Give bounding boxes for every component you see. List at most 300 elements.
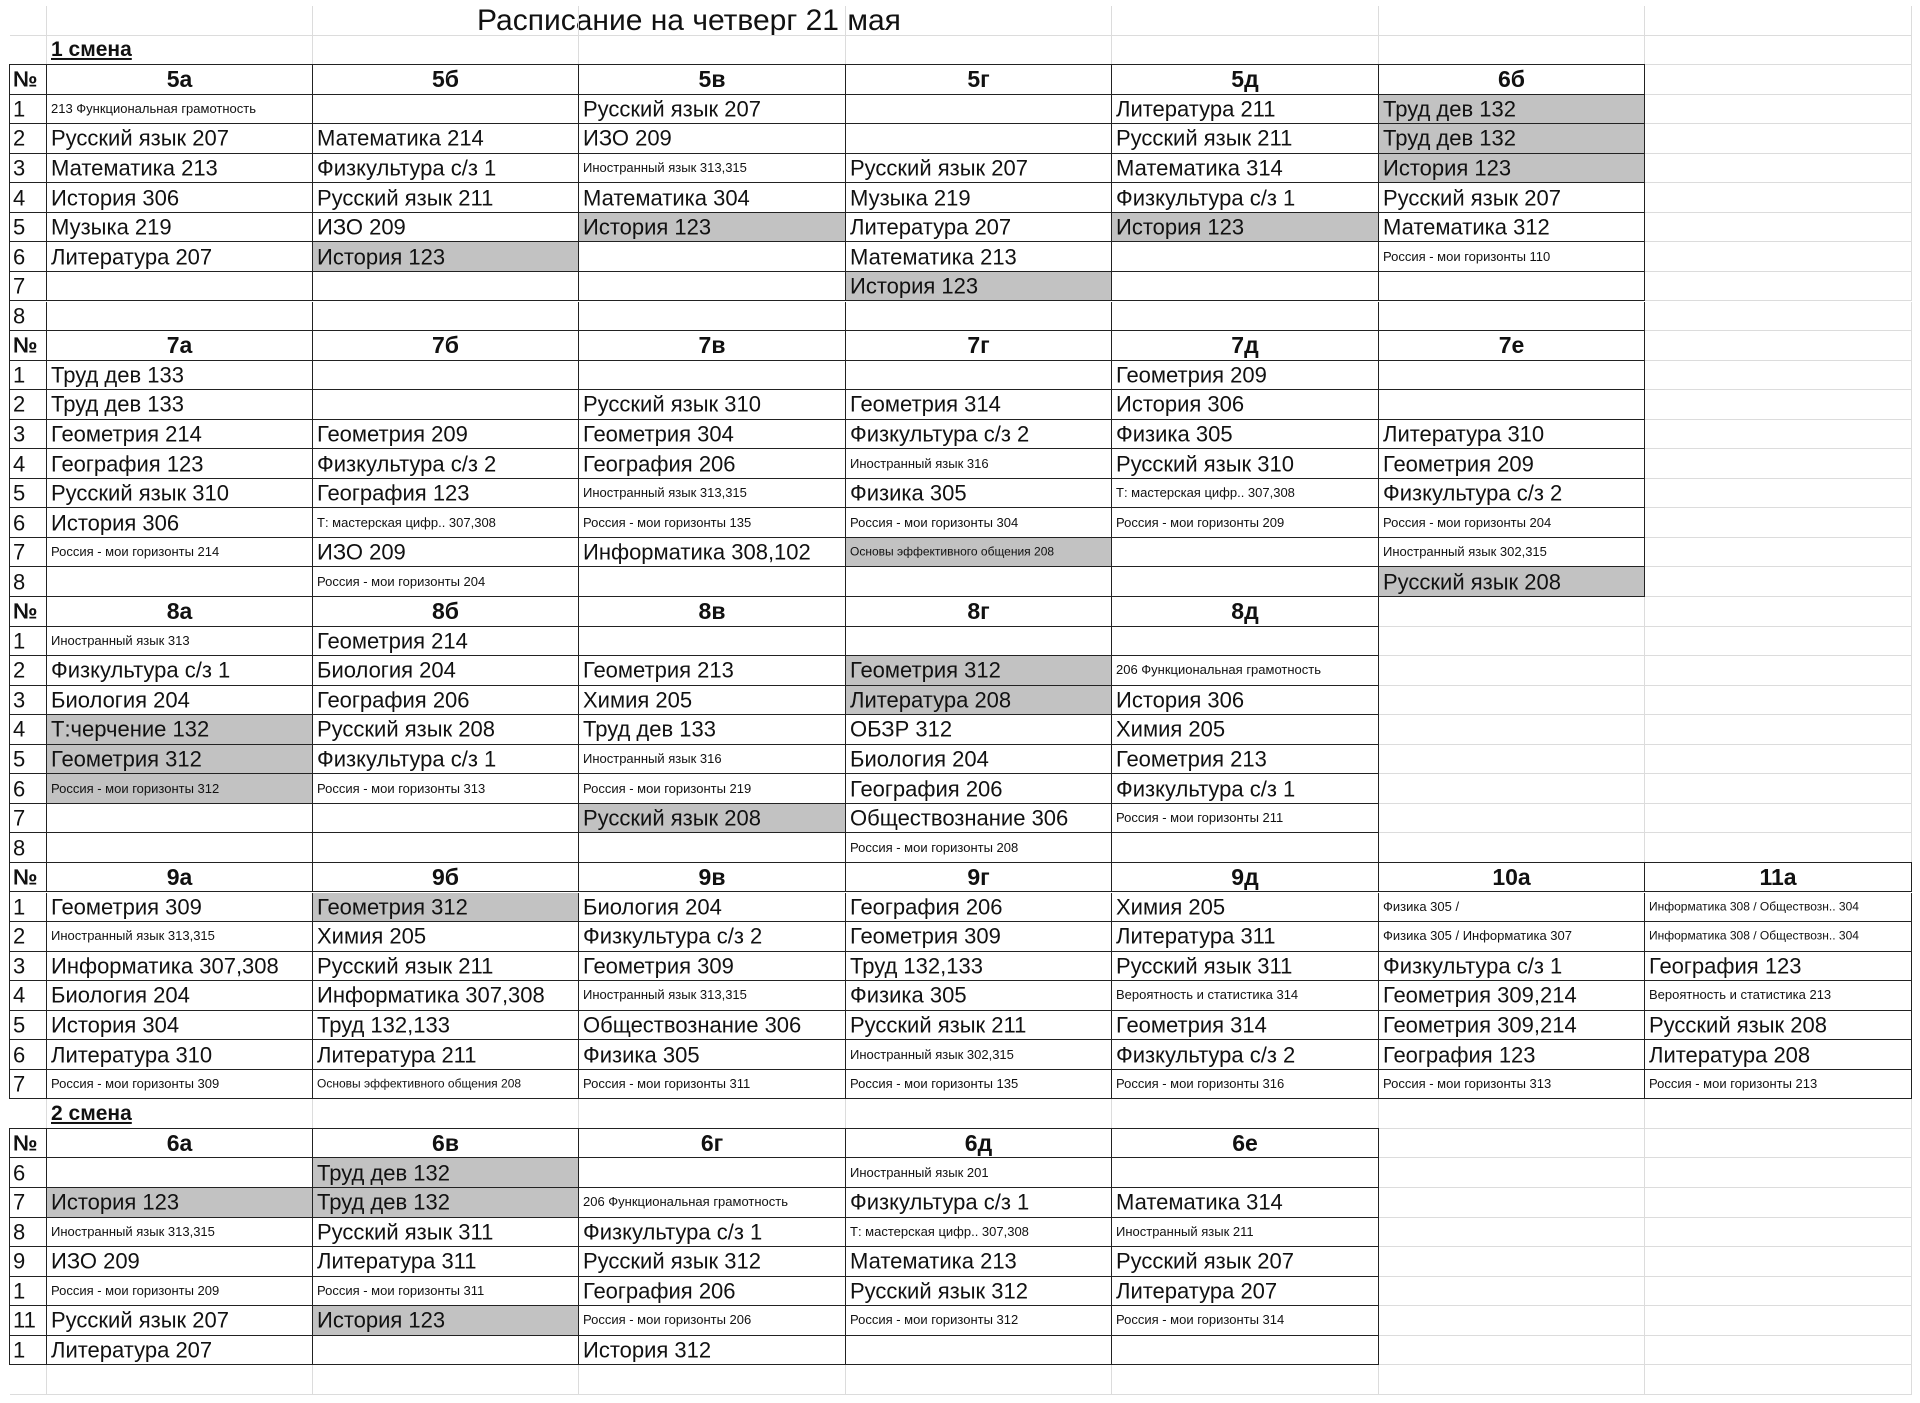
lesson-cell[interactable] [313, 774, 579, 804]
lesson-cell[interactable] [47, 1247, 313, 1277]
lesson-cell[interactable] [579, 538, 846, 568]
sheet-cell[interactable] [846, 1099, 1112, 1129]
lesson-cell[interactable] [47, 124, 313, 154]
lesson-cell[interactable] [1112, 1011, 1379, 1041]
lesson-cell[interactable] [579, 981, 846, 1011]
lesson-cell[interactable] [1112, 95, 1379, 125]
lesson-cell[interactable] [579, 183, 846, 213]
sheet-cell[interactable] [1645, 242, 1912, 272]
lesson-cell[interactable] [1112, 1040, 1379, 1070]
lesson-cell[interactable] [47, 1188, 313, 1218]
lesson-cell[interactable] [47, 745, 313, 775]
sheet-cell[interactable] [1645, 686, 1912, 716]
sheet-cell[interactable] [1112, 6, 1379, 36]
lesson-cell[interactable] [1112, 154, 1379, 184]
lesson-cell[interactable] [579, 508, 846, 538]
lesson-cell[interactable] [47, 1336, 313, 1366]
lesson-cell[interactable] [1645, 1011, 1912, 1041]
lesson-cell[interactable] [313, 1011, 579, 1041]
lesson-cell[interactable] [47, 302, 313, 332]
sheet-cell[interactable] [1379, 1129, 1645, 1159]
lesson-cell[interactable] [846, 479, 1112, 509]
sheet-cell[interactable] [1645, 745, 1912, 775]
lesson-cell[interactable] [1379, 390, 1645, 420]
lesson-cell[interactable] [846, 302, 1112, 332]
lesson-cell[interactable] [846, 1336, 1112, 1366]
lesson-cell[interactable] [1112, 242, 1379, 272]
lesson-cell[interactable] [1379, 1070, 1645, 1100]
lesson-cell[interactable] [1645, 922, 1912, 952]
lesson-cell[interactable] [1112, 715, 1379, 745]
sheet-cell[interactable] [1645, 656, 1912, 686]
lesson-cell[interactable] [1112, 508, 1379, 538]
sheet-cell[interactable] [1379, 1158, 1645, 1188]
lesson-cell[interactable] [1112, 1247, 1379, 1277]
lesson-cell[interactable] [1379, 1040, 1645, 1070]
sheet-cell[interactable] [1645, 1129, 1912, 1159]
lesson-cell[interactable] [1112, 893, 1379, 923]
lesson-cell[interactable] [579, 893, 846, 923]
lesson-cell[interactable] [1112, 922, 1379, 952]
lesson-cell[interactable] [1112, 567, 1379, 597]
sheet-cell[interactable] [1645, 272, 1912, 302]
sheet-cell[interactable] [1645, 1247, 1912, 1277]
lesson-cell[interactable] [1379, 893, 1645, 923]
lesson-cell[interactable] [313, 1040, 579, 1070]
sheet-cell[interactable] [1645, 804, 1912, 834]
lesson-cell[interactable] [579, 1247, 846, 1277]
lesson-cell[interactable] [579, 272, 846, 302]
sheet-cell[interactable] [1112, 36, 1379, 66]
lesson-cell[interactable] [846, 804, 1112, 834]
lesson-cell[interactable] [846, 922, 1112, 952]
lesson-cell[interactable] [1379, 95, 1645, 125]
lesson-cell[interactable] [47, 508, 313, 538]
lesson-cell[interactable] [313, 893, 579, 923]
lesson-cell[interactable] [846, 1218, 1112, 1248]
lesson-cell[interactable] [579, 390, 846, 420]
lesson-cell[interactable] [1112, 774, 1379, 804]
lesson-cell[interactable] [1379, 183, 1645, 213]
lesson-cell[interactable] [846, 183, 1112, 213]
sheet-cell[interactable] [1379, 686, 1645, 716]
lesson-cell[interactable] [313, 656, 579, 686]
sheet-cell[interactable] [579, 36, 846, 66]
lesson-cell[interactable] [579, 95, 846, 125]
lesson-cell[interactable] [1112, 183, 1379, 213]
lesson-cell[interactable] [313, 952, 579, 982]
lesson-cell[interactable] [1379, 981, 1645, 1011]
lesson-cell[interactable] [1379, 154, 1645, 184]
sheet-cell[interactable] [1379, 745, 1645, 775]
lesson-cell[interactable] [47, 1306, 313, 1336]
lesson-cell[interactable] [1645, 1070, 1912, 1100]
lesson-cell[interactable] [313, 213, 579, 243]
lesson-cell[interactable] [313, 1336, 579, 1366]
sheet-cell[interactable] [1645, 1188, 1912, 1218]
lesson-cell[interactable] [47, 627, 313, 657]
lesson-cell[interactable] [1379, 272, 1645, 302]
sheet-cell[interactable] [10, 6, 47, 36]
sheet-cell[interactable] [579, 6, 846, 36]
lesson-cell[interactable] [579, 1277, 846, 1307]
lesson-cell[interactable] [313, 390, 579, 420]
lesson-cell[interactable] [1645, 952, 1912, 982]
lesson-cell[interactable] [313, 302, 579, 332]
sheet-cell[interactable] [1379, 6, 1645, 36]
lesson-cell[interactable] [47, 715, 313, 745]
sheet-cell[interactable] [1645, 420, 1912, 450]
lesson-cell[interactable] [1112, 804, 1379, 834]
sheet-cell[interactable] [1112, 1365, 1379, 1395]
lesson-cell[interactable] [47, 922, 313, 952]
lesson-cell[interactable] [47, 1070, 313, 1100]
sheet-cell[interactable] [1379, 36, 1645, 66]
lesson-cell[interactable] [579, 1070, 846, 1100]
sheet-cell[interactable] [1379, 597, 1645, 627]
lesson-cell[interactable] [1379, 508, 1645, 538]
lesson-cell[interactable] [47, 1218, 313, 1248]
sheet-cell[interactable] [1645, 183, 1912, 213]
sheet-cell[interactable] [1645, 154, 1912, 184]
lesson-cell[interactable] [47, 981, 313, 1011]
lesson-cell[interactable] [579, 1336, 846, 1366]
lesson-cell[interactable] [846, 508, 1112, 538]
lesson-cell[interactable] [1112, 833, 1379, 863]
lesson-cell[interactable] [1112, 1158, 1379, 1188]
lesson-cell[interactable] [47, 272, 313, 302]
lesson-cell[interactable] [1379, 420, 1645, 450]
lesson-cell[interactable] [1112, 952, 1379, 982]
lesson-cell[interactable] [47, 686, 313, 716]
sheet-cell[interactable] [10, 36, 47, 66]
lesson-cell[interactable] [1112, 1218, 1379, 1248]
lesson-cell[interactable] [579, 242, 846, 272]
sheet-cell[interactable] [1379, 1218, 1645, 1248]
lesson-cell[interactable] [47, 952, 313, 982]
lesson-cell[interactable] [313, 1070, 579, 1100]
lesson-cell[interactable] [846, 449, 1112, 479]
sheet-cell[interactable] [1645, 213, 1912, 243]
lesson-cell[interactable] [1112, 686, 1379, 716]
lesson-cell[interactable] [47, 95, 313, 125]
sheet-cell[interactable] [1645, 774, 1912, 804]
lesson-cell[interactable] [579, 213, 846, 243]
lesson-cell[interactable] [47, 242, 313, 272]
sheet-cell[interactable] [313, 36, 579, 66]
sheet-cell[interactable] [1379, 1365, 1645, 1395]
lesson-cell[interactable] [1379, 213, 1645, 243]
lesson-cell[interactable] [579, 715, 846, 745]
lesson-cell[interactable] [47, 1277, 313, 1307]
lesson-cell[interactable] [313, 1218, 579, 1248]
lesson-cell[interactable] [313, 449, 579, 479]
lesson-cell[interactable] [47, 804, 313, 834]
lesson-cell[interactable] [1379, 242, 1645, 272]
lesson-cell[interactable] [846, 893, 1112, 923]
sheet-cell[interactable] [1379, 1336, 1645, 1366]
lesson-cell[interactable] [1112, 1188, 1379, 1218]
lesson-cell[interactable] [1379, 1011, 1645, 1041]
lesson-cell[interactable] [846, 1070, 1112, 1100]
sheet-cell[interactable] [1645, 567, 1912, 597]
lesson-cell[interactable] [846, 686, 1112, 716]
lesson-cell[interactable] [313, 508, 579, 538]
lesson-cell[interactable] [579, 1218, 846, 1248]
lesson-cell[interactable] [1645, 1040, 1912, 1070]
lesson-cell[interactable] [1112, 981, 1379, 1011]
lesson-cell[interactable] [1645, 981, 1912, 1011]
sheet-cell[interactable] [1645, 479, 1912, 509]
lesson-cell[interactable] [846, 1040, 1112, 1070]
lesson-cell[interactable] [47, 774, 313, 804]
lesson-cell[interactable] [846, 154, 1112, 184]
lesson-cell[interactable] [313, 833, 579, 863]
lesson-cell[interactable] [1379, 361, 1645, 391]
lesson-cell[interactable] [1112, 390, 1379, 420]
lesson-cell[interactable] [313, 361, 579, 391]
sheet-cell[interactable] [1645, 390, 1912, 420]
lesson-cell[interactable] [47, 1011, 313, 1041]
lesson-cell[interactable] [313, 1247, 579, 1277]
sheet-cell[interactable] [1645, 124, 1912, 154]
sheet-cell[interactable] [1645, 449, 1912, 479]
lesson-cell[interactable] [846, 774, 1112, 804]
lesson-cell[interactable] [579, 1188, 846, 1218]
sheet-cell[interactable] [47, 6, 313, 36]
lesson-cell[interactable] [846, 538, 1112, 568]
lesson-cell[interactable] [313, 567, 579, 597]
sheet-cell[interactable] [1645, 1365, 1912, 1395]
sheet-cell[interactable] [1379, 1306, 1645, 1336]
lesson-cell[interactable] [1112, 656, 1379, 686]
lesson-cell[interactable] [579, 656, 846, 686]
lesson-cell[interactable] [579, 686, 846, 716]
lesson-cell[interactable] [579, 479, 846, 509]
sheet-cell[interactable] [846, 6, 1112, 36]
lesson-cell[interactable] [1112, 745, 1379, 775]
sheet-cell[interactable] [1645, 65, 1912, 95]
sheet-cell[interactable] [1379, 1188, 1645, 1218]
sheet-cell[interactable] [1645, 6, 1912, 36]
lesson-cell[interactable] [313, 1306, 579, 1336]
sheet-cell[interactable] [1645, 538, 1912, 568]
lesson-cell[interactable] [47, 567, 313, 597]
lesson-cell[interactable] [1112, 538, 1379, 568]
lesson-cell[interactable] [846, 390, 1112, 420]
sheet-cell[interactable] [1645, 361, 1912, 391]
lesson-cell[interactable] [846, 656, 1112, 686]
sheet-cell[interactable] [1112, 1099, 1379, 1129]
lesson-cell[interactable] [313, 95, 579, 125]
lesson-cell[interactable] [1112, 272, 1379, 302]
lesson-cell[interactable] [579, 420, 846, 450]
lesson-cell[interactable] [47, 1158, 313, 1188]
lesson-cell[interactable] [313, 981, 579, 1011]
lesson-cell[interactable] [1379, 952, 1645, 982]
lesson-cell[interactable] [1112, 479, 1379, 509]
lesson-cell[interactable] [579, 449, 846, 479]
lesson-cell[interactable] [313, 804, 579, 834]
lesson-cell[interactable] [579, 745, 846, 775]
lesson-cell[interactable] [1379, 479, 1645, 509]
sheet-cell[interactable] [846, 1365, 1112, 1395]
lesson-cell[interactable] [846, 213, 1112, 243]
sheet-cell[interactable] [1379, 1277, 1645, 1307]
lesson-cell[interactable] [313, 242, 579, 272]
lesson-cell[interactable] [47, 154, 313, 184]
sheet-cell[interactable] [1645, 36, 1912, 66]
lesson-cell[interactable] [1112, 361, 1379, 391]
lesson-cell[interactable] [846, 567, 1112, 597]
lesson-cell[interactable] [313, 183, 579, 213]
lesson-cell[interactable] [846, 1247, 1112, 1277]
lesson-cell[interactable] [846, 627, 1112, 657]
lesson-cell[interactable] [1112, 124, 1379, 154]
lesson-cell[interactable] [846, 833, 1112, 863]
sheet-cell[interactable] [1645, 1336, 1912, 1366]
lesson-cell[interactable] [47, 420, 313, 450]
lesson-cell[interactable] [47, 449, 313, 479]
sheet-cell[interactable] [1645, 1099, 1912, 1129]
lesson-cell[interactable] [1645, 893, 1912, 923]
lesson-cell[interactable] [313, 420, 579, 450]
sheet-cell[interactable] [1379, 715, 1645, 745]
lesson-cell[interactable] [846, 1306, 1112, 1336]
lesson-cell[interactable] [846, 981, 1112, 1011]
lesson-cell[interactable] [313, 538, 579, 568]
lesson-cell[interactable] [313, 154, 579, 184]
lesson-cell[interactable] [1379, 538, 1645, 568]
lesson-cell[interactable] [313, 1277, 579, 1307]
lesson-cell[interactable] [1379, 567, 1645, 597]
lesson-cell[interactable] [846, 124, 1112, 154]
lesson-cell[interactable] [1112, 1306, 1379, 1336]
lesson-cell[interactable] [1112, 627, 1379, 657]
lesson-cell[interactable] [313, 124, 579, 154]
lesson-cell[interactable] [579, 627, 846, 657]
lesson-cell[interactable] [579, 804, 846, 834]
lesson-cell[interactable] [47, 183, 313, 213]
lesson-cell[interactable] [579, 833, 846, 863]
sheet-cell[interactable] [1645, 302, 1912, 332]
sheet-cell[interactable] [47, 1365, 313, 1395]
lesson-cell[interactable] [313, 922, 579, 952]
sheet-cell[interactable] [1379, 804, 1645, 834]
lesson-cell[interactable] [313, 715, 579, 745]
lesson-cell[interactable] [47, 479, 313, 509]
sheet-cell[interactable] [1379, 774, 1645, 804]
lesson-cell[interactable] [313, 1188, 579, 1218]
lesson-cell[interactable] [313, 627, 579, 657]
lesson-cell[interactable] [579, 1040, 846, 1070]
sheet-cell[interactable] [313, 1365, 579, 1395]
lesson-cell[interactable] [313, 1158, 579, 1188]
lesson-cell[interactable] [1112, 213, 1379, 243]
sheet-cell[interactable] [1645, 95, 1912, 125]
lesson-cell[interactable] [47, 390, 313, 420]
lesson-cell[interactable] [846, 1188, 1112, 1218]
sheet-cell[interactable] [1379, 833, 1645, 863]
sheet-cell[interactable] [10, 1099, 47, 1129]
lesson-cell[interactable] [1112, 420, 1379, 450]
sheet-cell[interactable] [1645, 715, 1912, 745]
lesson-cell[interactable] [846, 361, 1112, 391]
lesson-cell[interactable] [846, 242, 1112, 272]
lesson-cell[interactable] [579, 922, 846, 952]
lesson-cell[interactable] [313, 272, 579, 302]
lesson-cell[interactable] [1379, 449, 1645, 479]
lesson-cell[interactable] [579, 1158, 846, 1188]
sheet-cell[interactable] [579, 1099, 846, 1129]
lesson-cell[interactable] [846, 1277, 1112, 1307]
lesson-cell[interactable] [579, 774, 846, 804]
lesson-cell[interactable] [579, 567, 846, 597]
lesson-cell[interactable] [47, 656, 313, 686]
lesson-cell[interactable] [579, 1306, 846, 1336]
sheet-cell[interactable] [1645, 833, 1912, 863]
lesson-cell[interactable] [846, 1011, 1112, 1041]
lesson-cell[interactable] [313, 479, 579, 509]
lesson-cell[interactable] [846, 715, 1112, 745]
sheet-cell[interactable] [1379, 656, 1645, 686]
lesson-cell[interactable] [1379, 922, 1645, 952]
sheet-cell[interactable] [1645, 508, 1912, 538]
sheet-cell[interactable] [1645, 1218, 1912, 1248]
sheet-cell[interactable] [1645, 597, 1912, 627]
lesson-cell[interactable] [579, 124, 846, 154]
lesson-cell[interactable] [846, 952, 1112, 982]
sheet-cell[interactable] [313, 6, 579, 36]
lesson-cell[interactable] [846, 420, 1112, 450]
lesson-cell[interactable] [313, 686, 579, 716]
lesson-cell[interactable] [47, 1040, 313, 1070]
sheet-cell[interactable] [313, 1099, 579, 1129]
lesson-cell[interactable] [846, 1158, 1112, 1188]
lesson-cell[interactable] [47, 833, 313, 863]
sheet-cell[interactable] [1645, 1158, 1912, 1188]
sheet-cell[interactable] [1645, 331, 1912, 361]
lesson-cell[interactable] [579, 154, 846, 184]
lesson-cell[interactable] [313, 745, 579, 775]
lesson-cell[interactable] [1112, 1070, 1379, 1100]
lesson-cell[interactable] [47, 361, 313, 391]
lesson-cell[interactable] [846, 745, 1112, 775]
lesson-cell[interactable] [579, 361, 846, 391]
lesson-cell[interactable] [1379, 302, 1645, 332]
lesson-cell[interactable] [846, 272, 1112, 302]
sheet-cell[interactable] [579, 1365, 846, 1395]
sheet-cell[interactable] [10, 1365, 47, 1395]
lesson-cell[interactable] [579, 302, 846, 332]
lesson-cell[interactable] [47, 893, 313, 923]
lesson-cell[interactable] [579, 1011, 846, 1041]
sheet-cell[interactable] [1645, 627, 1912, 657]
lesson-cell[interactable] [1112, 1336, 1379, 1366]
sheet-cell[interactable] [1379, 1099, 1645, 1129]
sheet-cell[interactable] [1379, 627, 1645, 657]
lesson-cell[interactable] [47, 213, 313, 243]
lesson-cell[interactable] [1112, 302, 1379, 332]
lesson-cell[interactable] [1112, 1277, 1379, 1307]
sheet-cell[interactable] [1645, 1277, 1912, 1307]
lesson-cell[interactable] [846, 95, 1112, 125]
lesson-cell[interactable] [1112, 449, 1379, 479]
lesson-cell[interactable] [579, 952, 846, 982]
lesson-cell[interactable] [47, 538, 313, 568]
sheet-cell[interactable] [1379, 1247, 1645, 1277]
sheet-cell[interactable] [846, 36, 1112, 66]
